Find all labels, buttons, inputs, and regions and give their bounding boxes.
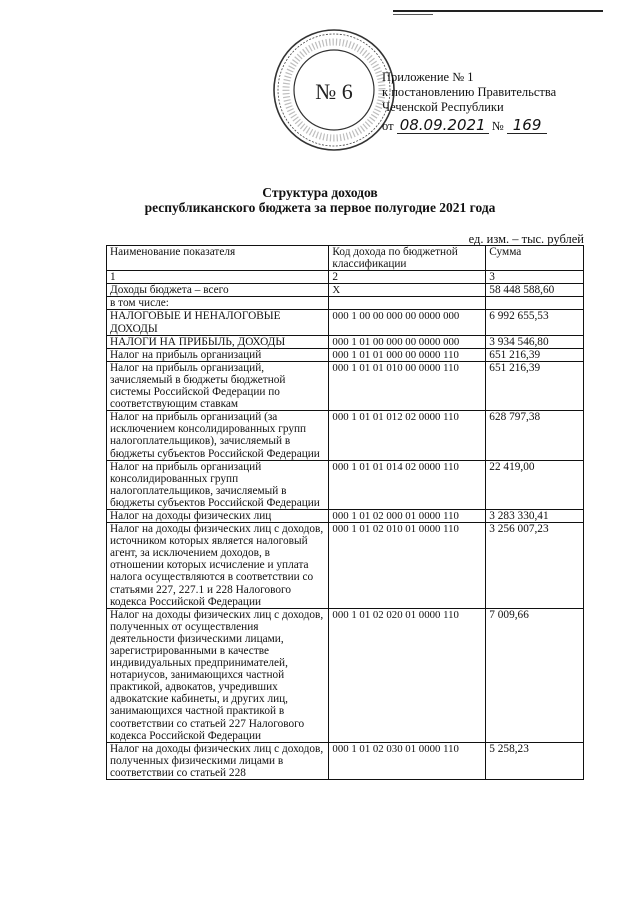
cell-code: 000 1 01 02 000 01 0000 110 <box>329 509 486 522</box>
table-row <box>107 523 584 609</box>
top-rule <box>393 10 603 12</box>
cell-sum: 651 216,39 <box>486 348 584 361</box>
cell-name: Налог на доходы физических лиц с доходов, источником которых является налоговый агент, за исключением доходов, в отношении которых исчисление и уплата налога осуществляются в соответствии со статьями 227, 227.1 и 228 Налогового кодекса Российской Федерации <box>107 523 329 609</box>
cell-sum: 3 256 007,23 <box>486 523 584 609</box>
header-code: Код дохода по бюджетной классификации <box>329 246 486 271</box>
annex-line-1: Приложение № 1 <box>382 70 474 84</box>
revenue-table <box>106 245 584 780</box>
table-row <box>107 608 584 742</box>
cell-code: 000 1 01 01 012 02 0000 110 <box>329 411 486 460</box>
cell-name: Налог на прибыль организаций <box>107 348 329 361</box>
number-label: № <box>491 119 504 133</box>
cell-name: Доходы бюджета – всего <box>107 284 329 297</box>
cell-sum: 6 992 655,53 <box>486 310 584 335</box>
cell-sum: 3 934 546,80 <box>486 335 584 348</box>
header-name: Наименование показателя <box>107 246 329 271</box>
cell-sum: 58 448 588,60 <box>486 284 584 297</box>
table-row <box>107 284 584 297</box>
cell-name: Налог на доходы физических лиц с доходов, полученных от осуществления деятельности физическими лицами, зарегистрированными в качестве индивидуальных предпринимателей, нотариусов, занимающихся частной практикой, адвокатов, учредивших адвокатские кабинеты, и других лиц, занимающихся частной практикой в соответствии со статьей 227 Налогового кодекса Российской Федерации <box>107 608 329 742</box>
table-row <box>107 361 584 410</box>
cell-code: 000 1 01 02 030 01 0000 110 <box>329 742 486 779</box>
table-row <box>107 297 584 310</box>
cell-sum: 22 419,00 <box>486 460 584 509</box>
cell-name: НАЛОГОВЫЕ И НЕНАЛОГОВЫЕ ДОХОДЫ <box>107 310 329 335</box>
table-row <box>107 411 584 460</box>
numbering-1: 1 <box>107 271 329 284</box>
seal-number: № 6 <box>315 79 353 104</box>
table-row <box>107 742 584 779</box>
numbering-3: 3 <box>486 271 584 284</box>
table-numbering-row <box>107 271 584 284</box>
from-label: от <box>382 119 394 133</box>
cell-name: в том числе: <box>107 297 329 310</box>
annex-date-line <box>382 118 556 134</box>
cell-name: Налог на прибыль организаций, зачисляемый в бюджеты бюджетной системы Российской Федерации по соответствующим ставкам <box>107 361 329 410</box>
handwritten-date: 08.09.2021 <box>397 118 489 134</box>
cell-code: 000 1 01 01 014 02 0000 110 <box>329 460 486 509</box>
seal-stamp-graphic <box>270 26 398 154</box>
cell-sum <box>486 297 584 310</box>
table-header-row <box>107 246 584 271</box>
table-row <box>107 335 584 348</box>
table-row <box>107 509 584 522</box>
annex-line-2: к постановлению Правительства <box>382 85 557 99</box>
cell-sum: 5 258,23 <box>486 742 584 779</box>
numbering-2: 2 <box>329 271 486 284</box>
units-note: ед. изм. – тыс. рублей <box>468 232 584 246</box>
cell-code <box>329 297 486 310</box>
document-title <box>0 185 640 215</box>
title-line-2: республиканского бюджета за первое полугодие 2021 года <box>144 200 496 215</box>
cell-code: X <box>329 284 486 297</box>
cell-name: Налог на прибыль организаций (за исключением консолидированных групп налогоплательщиков), зачисляемый в бюджеты субъектов Российской Федерации <box>107 411 329 460</box>
title-line-1: Структура доходов <box>262 185 378 200</box>
official-seal <box>270 26 398 154</box>
table-row <box>107 460 584 509</box>
annex-block <box>382 70 556 134</box>
handwritten-number: 169 <box>507 118 548 134</box>
cell-code: 000 1 01 00 000 00 0000 000 <box>329 335 486 348</box>
cell-sum: 628 797,38 <box>486 411 584 460</box>
annex-line-3: Чеченской Республики <box>382 100 504 114</box>
cell-code: 000 1 00 00 000 00 0000 000 <box>329 310 486 335</box>
cell-code: 000 1 01 02 020 01 0000 110 <box>329 608 486 742</box>
top-rule-short <box>393 14 433 15</box>
header-sum: Сумма <box>486 246 584 271</box>
cell-name: Налог на доходы физических лиц <box>107 509 329 522</box>
table-row <box>107 348 584 361</box>
cell-name: Налог на прибыль организаций консолидированных групп налогоплательщиков, зачисляемый в бюджеты субъектов Российской Федерации <box>107 460 329 509</box>
cell-code: 000 1 01 02 010 01 0000 110 <box>329 523 486 609</box>
cell-sum: 3 283 330,41 <box>486 509 584 522</box>
table-row <box>107 310 584 335</box>
cell-name: Налог на доходы физических лиц с доходов, полученных физическими лицами в соответствии со статьей 228 <box>107 742 329 779</box>
cell-sum: 651 216,39 <box>486 361 584 410</box>
cell-sum: 7 009,66 <box>486 608 584 742</box>
cell-code: 000 1 01 01 010 00 0000 110 <box>329 361 486 410</box>
cell-code: 000 1 01 01 000 00 0000 110 <box>329 348 486 361</box>
cell-name: НАЛОГИ НА ПРИБЫЛЬ, ДОХОДЫ <box>107 335 329 348</box>
